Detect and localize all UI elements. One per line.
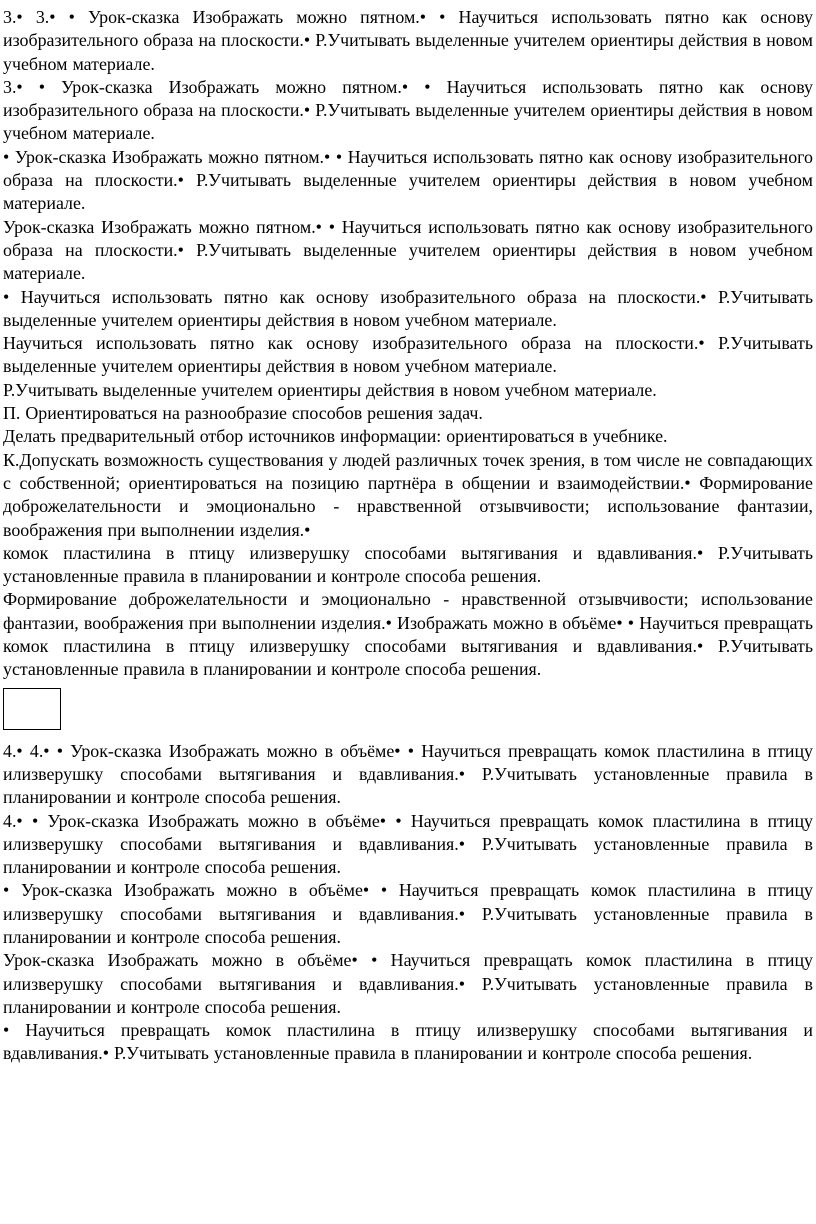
paragraph: 4.• • Урок-сказка Изображать можно в объёме• • Научиться превращать комок пластилина в птицу илизверушку способами вытягивания и вдавливания.• Р.Учитывать установленные правила в планировании и контроле способа решения. [3,810,813,878]
paragraph: 4.• 4.• • Урок-сказка Изображать можно в объёме• • Научиться превращать комок пластилина в птицу илизверушку способами вытягивания и вдавливания.• Р.Учитывать установленные правила в планировании и контроле способа решения. [3,740,813,808]
paragraph: Урок-сказка Изображать можно пятном.• • Научиться использовать пятно как основу изобразительного образа на плоскости.• Р.Учитывать выделенные учителем ориентиры действия в новом учебном материале. [3,216,813,284]
paragraph: 3.• 3.• • Урок-сказка Изображать можно пятном.• • Научиться использовать пятно как основу изобразительного образа на плоскости.• Р.Учитывать выделенные учителем ориентиры действия в новом учебном материале. [3,7,813,74]
empty-box-frame [3,688,61,730]
paragraph: • Научиться превращать комок пластилина в птицу илизверушку способами вытягивания и вдавливания.• Р.Учитывать установленные правила в планировании и контроле способа решения. [3,1020,813,1064]
paragraph: Научиться использовать пятно как основу изобразительного образа на плоскости.• Р.Учитывать выделенные учителем ориентиры действия в новом учебном материале. [3,333,813,377]
paragraph: • Научиться использовать пятно как основу изобразительного образа на плоскости.• Р.Учитывать выделенные учителем ориентиры действия в новом учебном материале. [3,286,813,330]
paragraph: Р.Учитывать выделенные учителем ориентиры действия в новом учебном материале. [3,379,657,400]
paragraph: 3.• • Урок-сказка Изображать можно пятном.• • Научиться использовать пятно как основу изобразительного образа на плоскости.• Р.Учитывать выделенные учителем ориентиры действия в новом учебном материале. [3,76,813,144]
paragraph: К.Допускать возможность существования у людей различных точек зрения, в том числе не совпадающих с собственной; ориентироваться на позицию партнёра в общении и взаимодействии.• Формирование доброжелательности и эмоционально - нравственной отзывчивости; использование фантазии, воображения при выполнении изделия.• [3,449,813,540]
paragraph: Формирование доброжелательности и эмоционально - нравственной отзывчивости; использование фантазии, воображения при выполнении изделия.• Изображать можно в объёме• • Научиться превращать комок пластилина в птицу илизверушку способами вытягивания и вдавливания.• Р.Учитывать установленные правила в планировании и контроле способа решения. [3,589,813,680]
paragraph: Урок-сказка Изображать можно в объёме• • Научиться превращать комок пластилина в птицу илизверушку способами вытягивания и вдавливания.• Р.Учитывать установленные правила в планировании и контроле способа решения. [3,950,813,1017]
paragraph: Делать предварительный отбор источников информации: ориентироваться в учебнике. [3,426,668,447]
paragraph: • Урок-сказка Изображать можно в объёме• • Научиться превращать комок пластилина в птицу илизверушку способами вытягивания и вдавливания.• Р.Учитывать установленные правила в планировании и контроле способа решения. [3,880,813,947]
paragraph: • Урок-сказка Изображать можно пятном.• • Научиться использовать пятно как основу изобразительного образа на плоскости.• Р.Учитывать выделенные учителем ориентиры действия в новом учебном материале. [3,146,813,214]
paragraph: П. Ориентироваться на разнообразие способов решения задач. [3,403,483,424]
paragraph: комок пластилина в птицу илизверушку способами вытягивания и вдавливания.• Р.Учитывать установленные правила в планировании и контроле способа решения. [3,542,813,587]
